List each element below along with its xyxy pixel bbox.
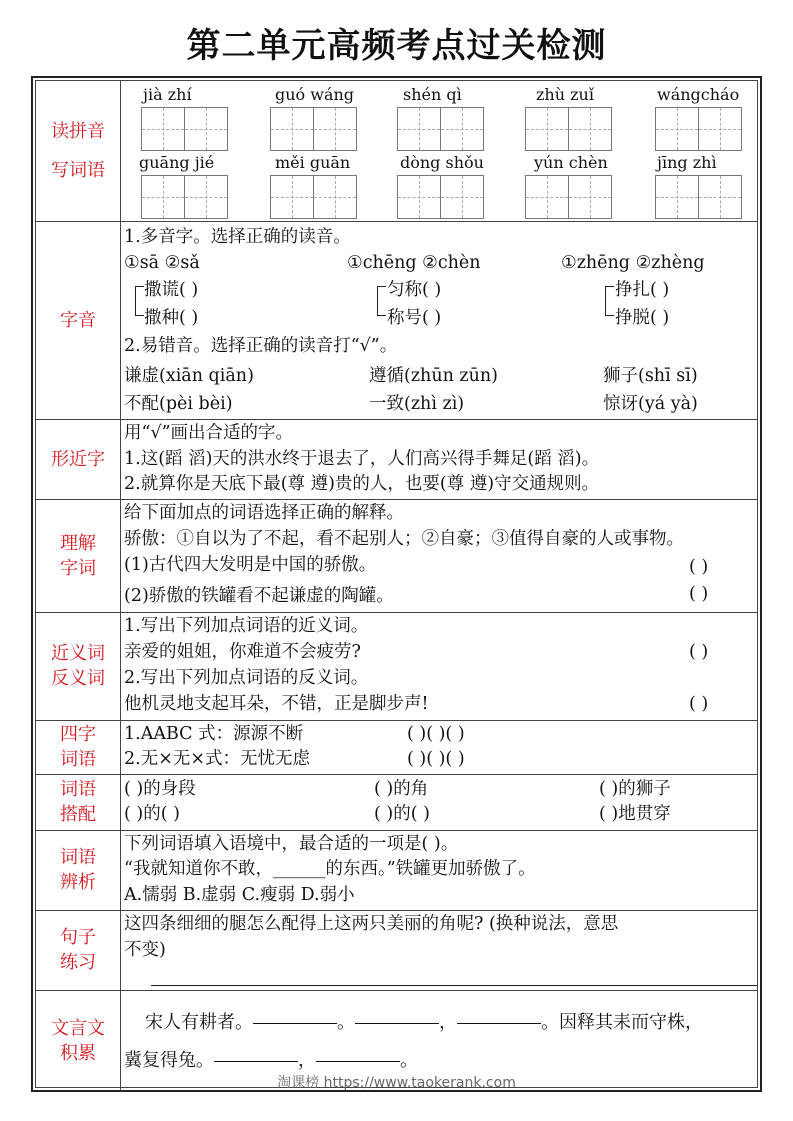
idiom-pattern: 1.AABC 式：源源不断 [124,724,304,744]
char-box[interactable] [525,107,569,151]
fill-blank[interactable] [253,1022,337,1024]
label-sizi-1: 四字 [60,724,96,745]
label-ziyin: 字音 [60,309,96,331]
char-box[interactable] [655,107,699,151]
label-lijie-1: 理解 [60,532,96,554]
classical-text: ， [439,1012,457,1033]
char-box[interactable] [440,107,484,151]
char-box[interactable] [313,107,357,151]
collocation-item[interactable]: ( )的狮子 [599,779,671,799]
label-bianxi-2: 辨析 [60,872,96,893]
choice-options[interactable]: A.懦弱 B.虚弱 C.瘦弱 D.弱小 [124,885,355,905]
label-xingjin: 形近字 [51,448,105,470]
fill-blank[interactable] [355,1022,439,1024]
answer-blank[interactable]: ( ) [689,584,709,604]
fill-blank[interactable] [316,1060,400,1062]
similar-char-item[interactable]: 2.就算你是天底下最(尊 遵)贵的人，也要(尊 遵)守交通规则。 [124,474,600,494]
question-text: 2.易错音。选择正确的读音打“√”。 [124,336,398,356]
fill-blank[interactable] [457,1022,541,1024]
brace-icon [135,286,144,316]
worksheet-table [31,76,762,1092]
label-pinyin-1: 读拼音 [51,121,105,142]
pronunciation-choice[interactable]: 不配(pèi bèi) [124,394,233,414]
answer-blank[interactable]: ( ) [689,642,709,662]
collocation-item[interactable]: ( )的( ) [124,804,180,824]
answer-blank[interactable]: ( ) [689,694,709,714]
char-box[interactable] [397,175,441,219]
sentence-text: (1)古代四大发明是中国的骄傲。 [124,555,377,575]
pinyin-label: zhù zuǐ [536,85,594,104]
idiom-pattern: 2.无×无×式：无忧无虑 [124,749,311,769]
char-box[interactable] [698,175,742,219]
pronunciation-choice[interactable]: 谦虚(xiān qiān) [124,366,254,386]
page-title: 第二单元高频考点过关检测 [186,26,607,66]
pinyin-label: yún chèn [534,153,608,172]
question-text: 给下面加点的词语选择正确的解释。 [124,503,404,523]
row-juzi [36,910,757,991]
label-juzi-2: 练习 [60,952,96,973]
sentence-text: “我就知道你不敢，______的东西。”铁罐更加骄傲了。 [124,859,536,879]
pinyin-label: jià zhí [143,85,192,104]
row-xingjin [36,419,757,500]
question-text: 1.多音字。选择正确的读音。 [124,227,351,247]
polyphone-item[interactable]: 称号( ) [387,308,442,328]
label-jinfan-2: 反义词 [51,668,105,689]
classical-text: 宋人有耕者。 [145,1012,253,1033]
label-jinfan-1: 近义词 [51,643,105,664]
brace-icon [605,286,614,316]
pronunciation-choice[interactable]: 狮子(shī sī) [603,366,698,386]
answer-blank[interactable]: ( )( )( ) [407,749,465,769]
label-pinyin-2: 写词语 [51,160,105,181]
row-bianxi [36,830,757,911]
row-pinyin [36,81,757,222]
char-box[interactable] [397,107,441,151]
sentence-text: 这四条细细的腿怎么配得上这两只美丽的角呢? (换种说法，意思 [124,914,619,934]
collocation-item[interactable]: ( )地贯穿 [599,804,671,824]
answer-blank[interactable]: ( )( )( ) [407,724,465,744]
pinyin-label: shén qì [403,85,462,104]
polyphone-item[interactable]: 撒谎( ) [144,280,199,300]
reading-options: ①chēng ②chèn [347,253,481,273]
brace-icon [377,286,386,316]
question-text: 2.写出下列加点词语的反义词。 [124,668,369,688]
char-box[interactable] [525,175,569,219]
row-sizi [36,720,757,775]
row-ziyin [36,221,757,420]
char-box[interactable] [141,175,185,219]
definition-text: 骄傲：①自以为了不起，看不起别人；②自豪；③值得自豪的人或事物。 [124,529,684,549]
fill-blank[interactable] [214,1060,298,1062]
row-lijie [36,499,757,613]
row-jinfan [36,612,757,721]
classical-text: 。 [400,1050,418,1071]
polyphone-item[interactable]: 匀称( ) [387,280,442,300]
polyphone-item[interactable]: 挣扎( ) [615,280,670,300]
label-lijie-2: 字词 [60,557,96,579]
char-box[interactable] [655,175,699,219]
classical-text: ， [298,1050,316,1071]
collocation-item[interactable]: ( )的( ) [374,804,430,824]
classical-text: 。 [337,1012,355,1033]
pronunciation-choice[interactable]: 遵循(zhūn zūn) [369,366,499,386]
char-box[interactable] [184,175,228,219]
char-box[interactable] [270,175,314,219]
question-text: 用“√”画出合适的字。 [124,423,294,443]
label-juzi-1: 句子 [60,927,96,948]
label-sizi-2: 词语 [60,749,96,770]
char-box[interactable] [568,107,612,151]
watermark: 淘课榜 https://www.taokerank.com [277,1075,516,1091]
reading-options: ①sā ②sǎ [124,253,200,273]
label-dapei-1: 词语 [60,779,96,800]
char-box[interactable] [698,107,742,151]
pinyin-label: měi guān [275,153,351,172]
sentence-text: 他机灵地支起耳朵，不错，正是脚步声! [124,694,429,714]
label-wenyan-1: 文言文 [51,1017,105,1039]
reading-options: ①zhēng ②zhèng [561,253,705,273]
sentence-text: 不变) [124,940,166,960]
polyphone-item[interactable]: 撒种( ) [144,308,199,328]
pronunciation-choice[interactable]: 一致(zhì zì) [369,394,465,414]
char-box[interactable] [184,107,228,151]
pinyin-label: jīng zhì [657,153,717,172]
question-text: 下列词语填入语境中，最合适的一项是( )。 [124,834,459,854]
classical-text: 。因释其耒而守株， [541,1012,703,1033]
pinyin-label: dòng shǒu [400,153,484,172]
collocation-item[interactable]: ( )的身段 [124,779,196,799]
pinyin-label: wángcháo [657,85,740,104]
collocation-item[interactable]: ( )的角 [374,779,429,799]
label-dapei-2: 搭配 [60,804,96,825]
pinyin-label: guāng jié [139,153,215,172]
pronunciation-choice[interactable]: 惊讶(yá yà) [603,394,698,414]
char-box[interactable] [313,175,357,219]
char-box[interactable] [270,107,314,151]
classical-text: 冀复得兔。 [124,1050,214,1071]
char-box[interactable] [440,175,484,219]
label-bianxi-1: 词语 [60,847,96,868]
sentence-text: (2)骄傲的铁罐看不起谦虚的陶罐。 [124,586,394,606]
sentence-text: 亲爱的姐姐，你难道不会疲劳? [124,642,361,662]
question-text: 1.写出下列加点词语的近义词。 [124,616,369,636]
answer-line[interactable] [151,985,757,986]
polyphone-item[interactable]: 挣脱( ) [615,308,670,328]
label-wenyan-2: 积累 [60,1042,96,1064]
similar-char-item[interactable]: 1.这(蹈 滔)天的洪水终于退去了，人们高兴得手舞足(蹈 滔)。 [124,449,600,469]
pinyin-label: guó wáng [275,85,355,104]
char-box[interactable] [568,175,612,219]
row-dapei [36,774,757,831]
char-box[interactable] [141,107,185,151]
answer-blank[interactable]: ( ) [689,557,709,577]
